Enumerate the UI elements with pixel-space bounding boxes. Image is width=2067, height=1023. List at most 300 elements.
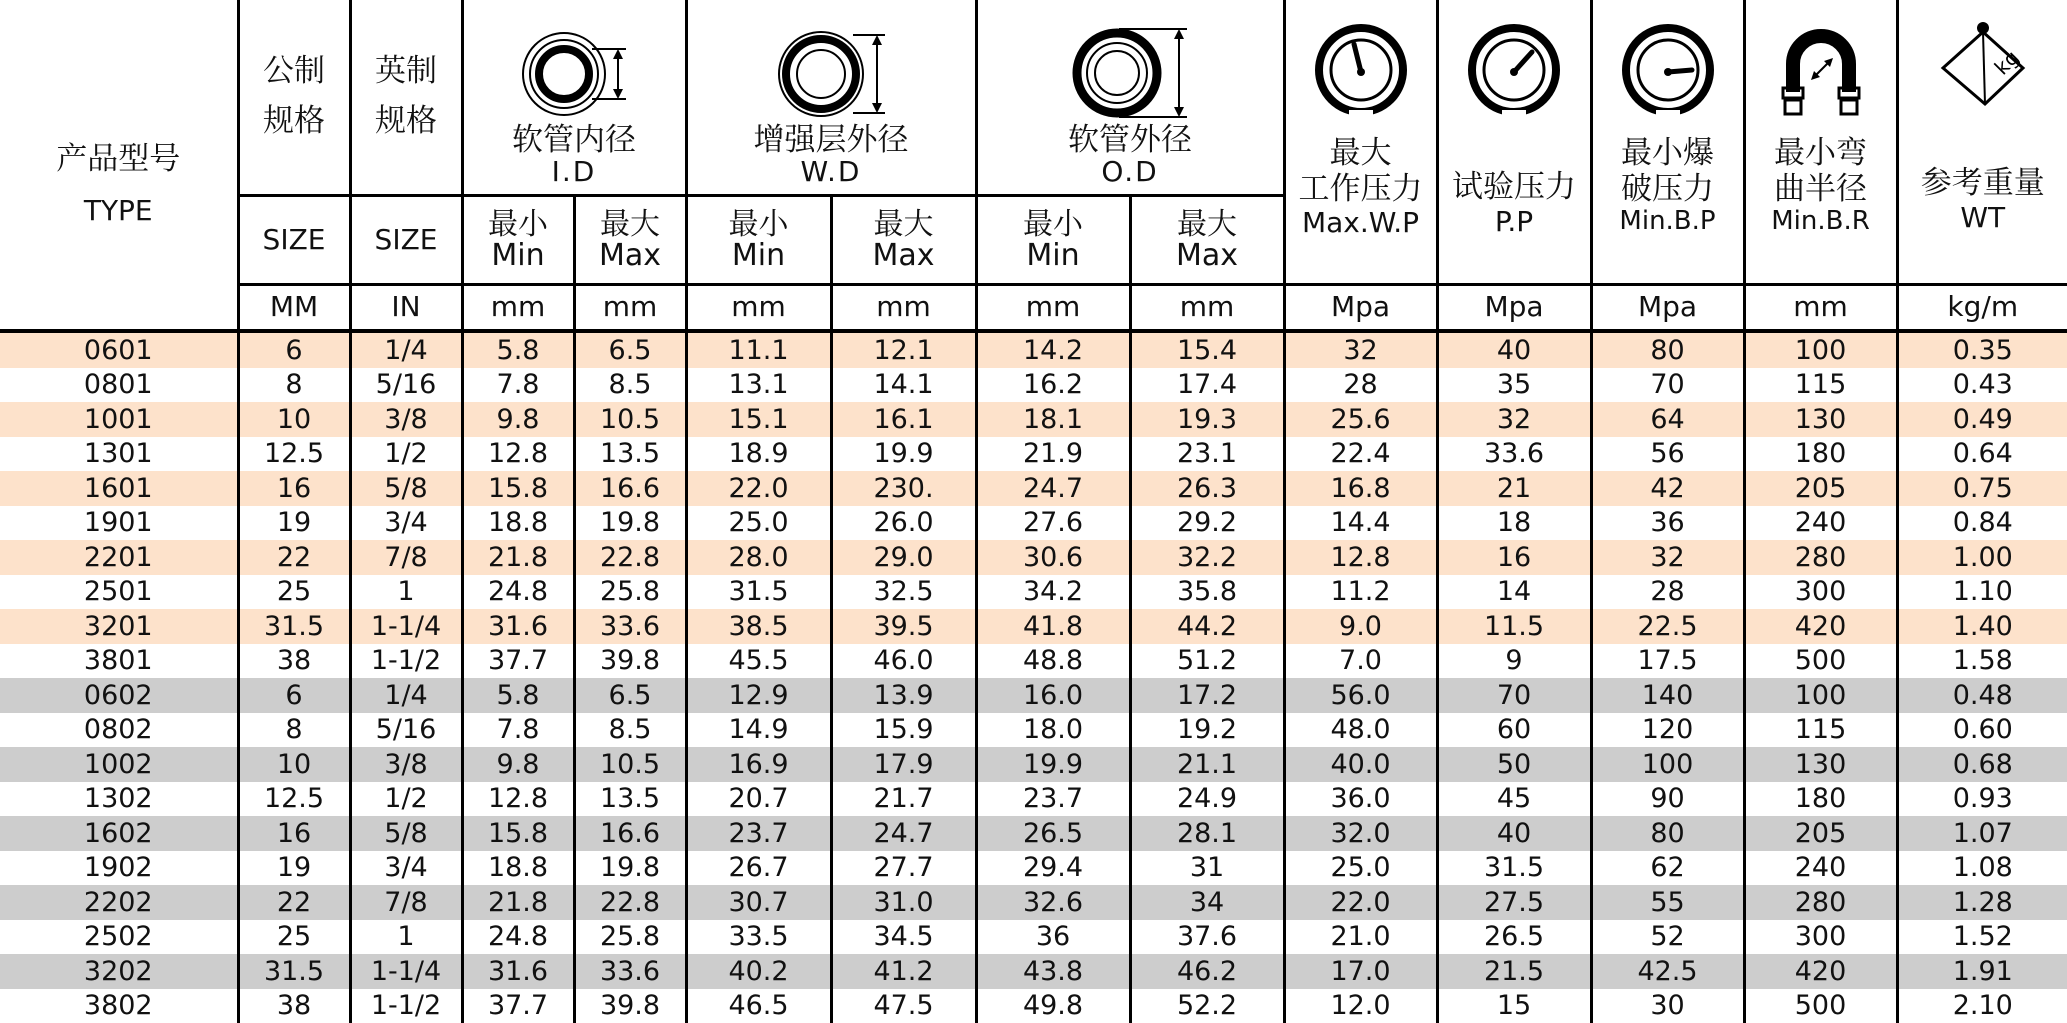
burst-pressure-cn-line2: 破压力 [1593, 172, 1743, 208]
unit-cell: mm [574, 285, 686, 332]
metric-header-line2: 规格 [240, 104, 349, 140]
cell-id-max: 25.8 [574, 920, 686, 955]
cell-metric-size: 10 [238, 402, 350, 437]
cell-min-burst-pressure: 70 [1591, 368, 1744, 403]
weight-cn: 参考重量 [1899, 166, 2067, 202]
cell-id-min: 12.8 [462, 437, 574, 472]
cell-imperial-size: 5/8 [350, 816, 462, 851]
cell-min-burst-pressure: 42.5 [1591, 954, 1744, 989]
cell-max-wp: 11.2 [1284, 575, 1437, 610]
cell-min-burst-pressure: 64 [1591, 402, 1744, 437]
cell-metric-size: 19 [238, 506, 350, 541]
cell-proof-pressure: 60 [1437, 713, 1591, 748]
cell-imperial-size: 5/16 [350, 713, 462, 748]
cell-type: 2201 [0, 540, 238, 575]
od-max-header [1130, 196, 1284, 285]
cell-min-burst-pressure: 30 [1591, 989, 1744, 1023]
cell-weight: 0.49 [1897, 402, 2067, 437]
max-cn: 最大 [833, 209, 975, 241]
imperial-size-header [350, 0, 462, 196]
cell-id-min: 31.6 [462, 954, 574, 989]
cell-min-burst-pressure: 42 [1591, 471, 1744, 506]
imperial-header-line1: 英制 [352, 54, 461, 90]
cell-od-min: 24.7 [976, 471, 1130, 506]
cell-metric-size: 12.5 [238, 437, 350, 472]
cell-weight: 0.60 [1897, 713, 2067, 748]
weight-icon-label: kg [1989, 45, 2023, 79]
cell-type: 1301 [0, 437, 238, 472]
cell-od-max: 21.1 [1130, 747, 1284, 782]
cell-id-max: 25.8 [574, 575, 686, 610]
cell-min-bend-radius: 500 [1744, 989, 1897, 1023]
cell-min-burst-pressure: 32 [1591, 540, 1744, 575]
cell-id-min: 37.7 [462, 989, 574, 1023]
cell-imperial-size: 5/8 [350, 471, 462, 506]
imperial-size-label: SIZE [350, 196, 462, 285]
burst-pressure-cn-line1: 最小爆 [1593, 136, 1743, 172]
cell-weight: 0.48 [1897, 678, 2067, 713]
cell-proof-pressure: 50 [1437, 747, 1591, 782]
cell-metric-size: 31.5 [238, 954, 350, 989]
cell-imperial-size: 1/4 [350, 331, 462, 368]
cell-id-min: 24.8 [462, 920, 574, 955]
cell-proof-pressure: 31.5 [1437, 851, 1591, 886]
cell-min-bend-radius: 100 [1744, 331, 1897, 368]
cell-min-bend-radius: 205 [1744, 471, 1897, 506]
cell-wd-max: 26.0 [831, 506, 976, 541]
cell-od-max: 24.9 [1130, 782, 1284, 817]
cell-id-min: 7.8 [462, 368, 574, 403]
cell-id-min: 5.8 [462, 678, 574, 713]
cell-weight: 0.75 [1897, 471, 2067, 506]
cell-type: 3801 [0, 644, 238, 679]
cell-od-min: 27.6 [976, 506, 1130, 541]
unit-cell: Mpa [1437, 285, 1591, 332]
cell-proof-pressure: 9 [1437, 644, 1591, 679]
metric-size-header [238, 0, 350, 196]
cell-max-wp: 22.0 [1284, 885, 1437, 920]
max-wp-cn-line1: 最大 [1286, 136, 1436, 172]
cell-wd-min: 11.1 [686, 331, 831, 368]
cell-id-max: 16.6 [574, 471, 686, 506]
cell-od-min: 48.8 [976, 644, 1130, 679]
cell-type: 1602 [0, 816, 238, 851]
cell-max-wp: 25.0 [1284, 851, 1437, 886]
table-row [0, 816, 2067, 851]
pressure-gauge-icon [1620, 22, 1716, 118]
table-row [0, 368, 2067, 403]
cell-od-min: 30.6 [976, 540, 1130, 575]
min-burst-pressure-header [1591, 0, 1744, 285]
cell-min-burst-pressure: 140 [1591, 678, 1744, 713]
weight-header [1897, 0, 2067, 285]
min-cn: 最小 [978, 209, 1129, 241]
cell-weight: 1.40 [1897, 609, 2067, 644]
cell-imperial-size: 5/16 [350, 368, 462, 403]
cell-proof-pressure: 45 [1437, 782, 1591, 817]
cell-id-max: 19.8 [574, 506, 686, 541]
cell-type: 1902 [0, 851, 238, 886]
cell-od-max: 19.2 [1130, 713, 1284, 748]
cell-od-min: 21.9 [976, 437, 1130, 472]
cell-wd-max: 34.5 [831, 920, 976, 955]
metric-size-label: SIZE [238, 196, 350, 285]
cell-wd-min: 16.9 [686, 747, 831, 782]
cell-type: 0802 [0, 713, 238, 748]
cell-metric-size: 38 [238, 989, 350, 1023]
cell-wd-max: 32.5 [831, 575, 976, 610]
cell-wd-min: 14.9 [686, 713, 831, 748]
cell-imperial-size: 1-1/2 [350, 644, 462, 679]
cell-wd-max: 13.9 [831, 678, 976, 713]
cell-wd-min: 18.9 [686, 437, 831, 472]
cell-imperial-size: 3/4 [350, 506, 462, 541]
bend-radius-en: Min.B.R [1746, 207, 1896, 237]
cell-id-max: 13.5 [574, 782, 686, 817]
table-row [0, 920, 2067, 955]
cell-weight: 0.68 [1897, 747, 2067, 782]
inner-diameter-cn: 软管内径 [464, 123, 685, 159]
cell-proof-pressure: 14 [1437, 575, 1591, 610]
cell-max-wp: 28 [1284, 368, 1437, 403]
table-body [0, 331, 2067, 1023]
max-en: Max [576, 240, 685, 272]
cell-metric-size: 31.5 [238, 609, 350, 644]
cell-wd-min: 20.7 [686, 782, 831, 817]
cell-imperial-size: 1-1/4 [350, 609, 462, 644]
cell-min-bend-radius: 180 [1744, 782, 1897, 817]
table-row [0, 782, 2067, 817]
cell-weight: 1.07 [1897, 816, 2067, 851]
cell-weight: 1.52 [1897, 920, 2067, 955]
cell-id-max: 8.5 [574, 713, 686, 748]
min-en: Min [464, 240, 573, 272]
cell-type: 1601 [0, 471, 238, 506]
cell-min-bend-radius: 130 [1744, 402, 1897, 437]
outer-diameter-en: O.D [978, 159, 1283, 184]
cell-wd-max: 27.7 [831, 851, 976, 886]
cell-min-burst-pressure: 62 [1591, 851, 1744, 886]
max-en: Max [1132, 240, 1283, 272]
cell-wd-min: 15.1 [686, 402, 831, 437]
cell-min-burst-pressure: 120 [1591, 713, 1744, 748]
cell-wd-max: 15.9 [831, 713, 976, 748]
unit-cell: mm [831, 285, 976, 332]
unit-cell: mm [976, 285, 1130, 332]
cell-weight: 1.08 [1897, 851, 2067, 886]
table-row [0, 575, 2067, 610]
cell-od-max: 37.6 [1130, 920, 1284, 955]
cell-weight: 1.00 [1897, 540, 2067, 575]
cell-id-min: 37.7 [462, 644, 574, 679]
cell-weight: 0.84 [1897, 506, 2067, 541]
cell-min-burst-pressure: 28 [1591, 575, 1744, 610]
cell-min-burst-pressure: 36 [1591, 506, 1744, 541]
cell-od-max: 28.1 [1130, 816, 1284, 851]
table-row [0, 644, 2067, 679]
cell-od-max: 34 [1130, 885, 1284, 920]
cell-od-max: 44.2 [1130, 609, 1284, 644]
cell-proof-pressure: 26.5 [1437, 920, 1591, 955]
cell-id-min: 24.8 [462, 575, 574, 610]
cell-metric-size: 6 [238, 331, 350, 368]
cell-wd-max: 41.2 [831, 954, 976, 989]
unit-cell: Mpa [1591, 285, 1744, 332]
cell-type: 1002 [0, 747, 238, 782]
table-row [0, 609, 2067, 644]
pressure-gauge-icon [1313, 22, 1409, 118]
cell-max-wp: 21.0 [1284, 920, 1437, 955]
inner-diameter-header [462, 0, 686, 196]
cell-imperial-size: 1 [350, 920, 462, 955]
cell-metric-size: 25 [238, 920, 350, 955]
cell-wd-min: 12.9 [686, 678, 831, 713]
cell-weight: 2.10 [1897, 989, 2067, 1023]
max-wp-en: Max.W.P [1286, 207, 1436, 239]
cell-imperial-size: 3/4 [350, 851, 462, 886]
weight-icon [1933, 18, 2033, 108]
reinforcement-outer-diameter-icon [771, 29, 891, 119]
cell-od-max: 17.2 [1130, 678, 1284, 713]
cell-metric-size: 6 [238, 678, 350, 713]
cell-proof-pressure: 40 [1437, 816, 1591, 851]
cell-type: 0601 [0, 331, 238, 368]
cell-od-max: 29.2 [1130, 506, 1284, 541]
cell-max-wp: 36.0 [1284, 782, 1437, 817]
cell-imperial-size: 7/8 [350, 885, 462, 920]
bend-radius-cn-line1: 最小弯 [1746, 136, 1896, 172]
unit-cell: IN [350, 285, 462, 332]
cell-id-min: 21.8 [462, 885, 574, 920]
cell-wd-min: 38.5 [686, 609, 831, 644]
table-row [0, 989, 2067, 1023]
cell-max-wp: 25.6 [1284, 402, 1437, 437]
cell-wd-min: 40.2 [686, 954, 831, 989]
reinforcement-diameter-cn: 增强层外径 [688, 123, 975, 159]
unit-cell: mm [1744, 285, 1897, 332]
cell-max-wp: 56.0 [1284, 678, 1437, 713]
cell-metric-size: 8 [238, 368, 350, 403]
cell-wd-max: 16.1 [831, 402, 976, 437]
cell-metric-size: 22 [238, 885, 350, 920]
cell-min-bend-radius: 280 [1744, 540, 1897, 575]
cell-type: 0602 [0, 678, 238, 713]
cell-od-min: 19.9 [976, 747, 1130, 782]
cell-wd-max: 12.1 [831, 331, 976, 368]
cell-id-min: 7.8 [462, 713, 574, 748]
cell-od-min: 43.8 [976, 954, 1130, 989]
unit-cell: mm [1130, 285, 1284, 332]
table-row [0, 331, 2067, 368]
cell-proof-pressure: 21.5 [1437, 954, 1591, 989]
outer-diameter-cn: 软管外径 [978, 123, 1283, 159]
cell-wd-min: 25.0 [686, 506, 831, 541]
cell-max-wp: 14.4 [1284, 506, 1437, 541]
cell-wd-max: 17.9 [831, 747, 976, 782]
table-row [0, 713, 2067, 748]
max-cn: 最大 [576, 209, 685, 241]
table-header [0, 0, 2067, 331]
cell-wd-min: 23.7 [686, 816, 831, 851]
table-row [0, 885, 2067, 920]
inner-diameter-en: I.D [464, 159, 685, 184]
min-bend-radius-header [1744, 0, 1897, 285]
cell-weight: 0.43 [1897, 368, 2067, 403]
max-working-pressure-header [1284, 0, 1437, 285]
cell-type: 2202 [0, 885, 238, 920]
cell-od-max: 19.3 [1130, 402, 1284, 437]
cell-wd-max: 21.7 [831, 782, 976, 817]
cell-type: 2501 [0, 575, 238, 610]
cell-id-min: 15.8 [462, 816, 574, 851]
cell-id-max: 10.5 [574, 402, 686, 437]
units-row [0, 285, 2067, 332]
cell-od-max: 15.4 [1130, 331, 1284, 368]
wd-max-header [831, 196, 976, 285]
cell-weight: 0.64 [1897, 437, 2067, 472]
table-row [0, 678, 2067, 713]
cell-imperial-size: 1-1/4 [350, 954, 462, 989]
cell-type: 1001 [0, 402, 238, 437]
cell-id-min: 5.8 [462, 331, 574, 368]
cell-min-burst-pressure: 90 [1591, 782, 1744, 817]
cell-id-max: 33.6 [574, 954, 686, 989]
cell-id-max: 33.6 [574, 609, 686, 644]
cell-wd-max: 230. [831, 471, 976, 506]
unit-cell: MM [238, 285, 350, 332]
cell-id-min: 21.8 [462, 540, 574, 575]
cell-max-wp: 40.0 [1284, 747, 1437, 782]
cell-weight: 1.28 [1897, 885, 2067, 920]
cell-type: 3802 [0, 989, 238, 1023]
cell-min-bend-radius: 420 [1744, 954, 1897, 989]
cell-min-burst-pressure: 52 [1591, 920, 1744, 955]
cell-weight: 1.58 [1897, 644, 2067, 679]
cell-od-min: 18.0 [976, 713, 1130, 748]
max-cn: 最大 [1132, 209, 1283, 241]
table-row [0, 747, 2067, 782]
cell-wd-max: 31.0 [831, 885, 976, 920]
table-row [0, 851, 2067, 886]
table-row [0, 402, 2067, 437]
cell-od-max: 17.4 [1130, 368, 1284, 403]
cell-od-min: 14.2 [976, 331, 1130, 368]
cell-min-burst-pressure: 80 [1591, 331, 1744, 368]
cell-min-burst-pressure: 17.5 [1591, 644, 1744, 679]
type-header-en: TYPE [0, 195, 237, 227]
cell-od-min: 26.5 [976, 816, 1130, 851]
cell-min-bend-radius: 205 [1744, 816, 1897, 851]
cell-type: 3201 [0, 609, 238, 644]
wd-min-header [686, 196, 831, 285]
cell-min-bend-radius: 180 [1744, 437, 1897, 472]
cell-weight: 0.93 [1897, 782, 2067, 817]
cell-metric-size: 25 [238, 575, 350, 610]
cell-id-min: 31.6 [462, 609, 574, 644]
min-en: Min [978, 240, 1129, 272]
cell-min-bend-radius: 300 [1744, 575, 1897, 610]
hose-inner-diameter-icon [514, 29, 634, 119]
table-row [0, 437, 2067, 472]
cell-metric-size: 38 [238, 644, 350, 679]
type-header-cn: 产品型号 [0, 142, 237, 178]
cell-od-min: 36 [976, 920, 1130, 955]
cell-id-max: 13.5 [574, 437, 686, 472]
cell-max-wp: 22.4 [1284, 437, 1437, 472]
cell-id-max: 16.6 [574, 816, 686, 851]
cell-wd-min: 26.7 [686, 851, 831, 886]
cell-proof-pressure: 40 [1437, 331, 1591, 368]
proof-pressure-en: P.P [1439, 206, 1590, 238]
cell-od-min: 41.8 [976, 609, 1130, 644]
unit-cell: kg/m [1897, 285, 2067, 332]
cell-imperial-size: 1/4 [350, 678, 462, 713]
cell-type: 1901 [0, 506, 238, 541]
cell-min-burst-pressure: 22.5 [1591, 609, 1744, 644]
cell-id-max: 39.8 [574, 989, 686, 1023]
cell-min-burst-pressure: 100 [1591, 747, 1744, 782]
cell-id-max: 39.8 [574, 644, 686, 679]
cell-imperial-size: 7/8 [350, 540, 462, 575]
cell-min-burst-pressure: 55 [1591, 885, 1744, 920]
cell-min-bend-radius: 500 [1744, 644, 1897, 679]
table-row [0, 954, 2067, 989]
cell-wd-max: 24.7 [831, 816, 976, 851]
cell-od-max: 32.2 [1130, 540, 1284, 575]
cell-wd-min: 30.7 [686, 885, 831, 920]
metric-header-line1: 公制 [240, 54, 349, 90]
cell-id-max: 22.8 [574, 540, 686, 575]
cell-wd-min: 46.5 [686, 989, 831, 1023]
cell-od-max: 31 [1130, 851, 1284, 886]
unit-cell: mm [462, 285, 574, 332]
reinforcement-diameter-header [686, 0, 976, 196]
table-row [0, 506, 2067, 541]
max-en: Max [833, 240, 975, 272]
cell-min-bend-radius: 115 [1744, 713, 1897, 748]
cell-min-bend-radius: 100 [1744, 678, 1897, 713]
min-en: Min [688, 240, 830, 272]
cell-id-max: 22.8 [574, 885, 686, 920]
unit-cell: mm [686, 285, 831, 332]
imperial-header-line2: 规格 [352, 104, 461, 140]
cell-wd-min: 31.5 [686, 575, 831, 610]
cell-imperial-size: 1-1/2 [350, 989, 462, 1023]
cell-metric-size: 12.5 [238, 782, 350, 817]
cell-od-min: 18.1 [976, 402, 1130, 437]
weight-en: WT [1899, 202, 2067, 234]
cell-od-min: 49.8 [976, 989, 1130, 1023]
od-min-header [976, 196, 1130, 285]
cell-imperial-size: 1/2 [350, 437, 462, 472]
cell-proof-pressure: 16 [1437, 540, 1591, 575]
cell-proof-pressure: 70 [1437, 678, 1591, 713]
cell-min-bend-radius: 130 [1744, 747, 1897, 782]
min-cn: 最小 [688, 209, 830, 241]
cell-od-min: 16.0 [976, 678, 1130, 713]
cell-id-min: 15.8 [462, 471, 574, 506]
max-wp-cn-line2: 工作压力 [1286, 172, 1436, 208]
cell-min-bend-radius: 280 [1744, 885, 1897, 920]
cell-proof-pressure: 32 [1437, 402, 1591, 437]
cell-od-min: 29.4 [976, 851, 1130, 886]
pressure-gauge-icon [1466, 22, 1562, 118]
cell-wd-max: 19.9 [831, 437, 976, 472]
cell-min-bend-radius: 240 [1744, 851, 1897, 886]
cell-od-min: 34.2 [976, 575, 1130, 610]
cell-weight: 0.35 [1897, 331, 2067, 368]
unit-cell: Mpa [1284, 285, 1437, 332]
